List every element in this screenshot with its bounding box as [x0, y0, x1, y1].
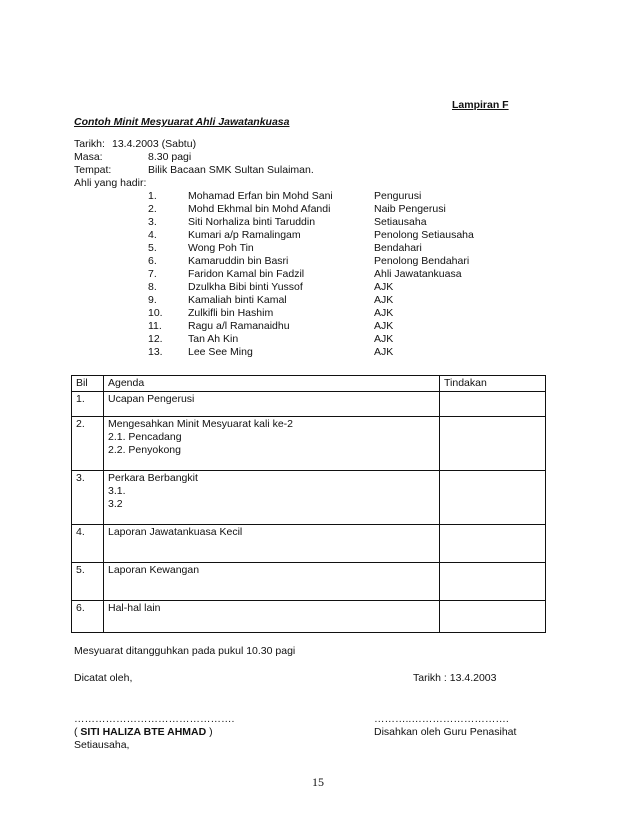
attendee-name: Mohamad Erfan bin Mohd Sani	[188, 190, 333, 202]
header-agenda: Agenda	[104, 376, 440, 392]
attendee-number: 10.	[148, 307, 163, 319]
attendee-role: Setiausaha	[374, 216, 427, 228]
agenda-text: Perkara Berbangkit	[108, 472, 198, 484]
attendee-row	[0, 190, 638, 203]
attendee-row	[0, 216, 638, 229]
attendee-number: 5.	[148, 242, 157, 254]
date-label: Tarikh:	[74, 138, 105, 150]
attendee-name: Tan Ah Kin	[188, 333, 239, 345]
attendee-name: Kamaliah binti Kamal	[188, 294, 287, 306]
row-tindakan	[440, 417, 546, 471]
row-agenda	[104, 392, 440, 417]
attendee-role: AJK	[374, 346, 394, 358]
attendee-number: 7.	[148, 268, 157, 280]
row-bil: 1.	[72, 392, 104, 417]
table-row	[72, 601, 546, 633]
attendee-row	[0, 346, 638, 359]
attendee-number: 3.	[148, 216, 157, 228]
row-bil: 2.	[72, 417, 104, 471]
attendee-role: Ahli Jawatankuasa	[374, 268, 462, 280]
attendee-row	[0, 281, 638, 294]
row-agenda	[104, 525, 440, 563]
row-tindakan	[440, 471, 546, 525]
signer-name: SITI HALIZA BTE AHMAD	[80, 726, 207, 738]
agenda-subitem: 2.2. Penyokong	[108, 444, 181, 456]
time-label: Masa:	[74, 151, 103, 163]
attendee-row	[0, 242, 638, 255]
signature-line-left: ……………………………………….	[74, 713, 235, 725]
attendee-number: 13.	[148, 346, 163, 358]
attendee-number: 11.	[148, 320, 162, 332]
attendee-role: Penolong Bendahari	[374, 255, 470, 267]
attendee-name: Zulkifli bin Hashim	[188, 307, 274, 319]
row-bil: 4.	[72, 525, 104, 563]
attendee-name: Lee See Ming	[188, 346, 253, 358]
table-row	[72, 563, 546, 601]
attendee-name: Kamaruddin bin Basri	[188, 255, 289, 267]
place-label: Tempat:	[74, 164, 112, 176]
attendee-number: 4.	[148, 229, 157, 241]
row-tindakan	[440, 525, 546, 563]
attendee-row	[0, 268, 638, 281]
signer-block	[74, 726, 213, 738]
attendee-row	[0, 307, 638, 320]
recorded-by: Dicatat oleh,	[74, 672, 133, 684]
attendee-name: Dzulkha Bibi binti Yussof	[188, 281, 303, 293]
time-value: 8.30 pagi	[148, 151, 192, 163]
document-title: Contoh Minit Mesyuarat Ahli Jawatankuasa	[74, 116, 290, 128]
attendee-number: 6.	[148, 255, 157, 267]
attendee-number: 12.	[148, 333, 163, 345]
attendee-role: AJK	[374, 294, 394, 306]
signature-line-right: ………..……………………….	[374, 713, 509, 725]
row-agenda	[104, 471, 440, 525]
agenda-table	[71, 375, 546, 633]
approved-by: Disahkan oleh Guru Penasihat	[374, 726, 517, 738]
attendee-row	[0, 320, 638, 333]
signer-open-paren: (	[74, 726, 81, 738]
table-row	[72, 417, 546, 471]
row-agenda	[104, 417, 440, 471]
row-agenda	[104, 563, 440, 601]
agenda-subitem: 3.2	[108, 498, 123, 510]
attendee-row	[0, 203, 638, 216]
row-agenda	[104, 601, 440, 633]
attendee-name: Faridon Kamal bin Fadzil	[188, 268, 305, 280]
attendee-role: AJK	[374, 333, 394, 345]
agenda-text: Hal-hal lain	[108, 602, 161, 614]
attendee-number: 2.	[148, 203, 157, 215]
attendee-role: AJK	[374, 320, 394, 332]
record-date: Tarikh : 13.4.2003	[413, 672, 497, 684]
row-tindakan	[440, 392, 546, 417]
attendee-name: Mohd Ekhmal bin Mohd Afandi	[188, 203, 331, 215]
row-tindakan	[440, 563, 546, 601]
attendee-row	[0, 333, 638, 346]
header-bil: Bil	[72, 376, 104, 392]
table-row	[72, 525, 546, 563]
adjourned-text: Mesyuarat ditangguhkan pada pukul 10.30 pagi	[74, 645, 296, 657]
agenda-text: Mengesahkan Minit Mesyuarat kali ke-2	[108, 418, 294, 430]
attendee-role: Pengurusi	[374, 190, 422, 202]
agenda-subitem: 2.1. Pencadang	[108, 431, 182, 443]
attendee-row	[0, 229, 638, 242]
attendee-name: Wong Poh Tin	[188, 242, 254, 254]
appendix-label: Lampiran F	[452, 99, 509, 111]
attendee-number: 1.	[148, 190, 157, 202]
signer-role: Setiausaha,	[74, 739, 130, 751]
table-row	[72, 392, 546, 417]
date-value: 13.4.2003 (Sabtu)	[112, 138, 197, 150]
attendee-name: Siti Norhaliza binti Taruddin	[188, 216, 316, 228]
attendee-role: Naib Pengerusi	[374, 203, 446, 215]
table-row	[72, 471, 546, 525]
agenda-text: Ucapan Pengerusi	[108, 393, 195, 405]
table-header-row	[72, 376, 546, 392]
attendee-row	[0, 294, 638, 307]
attendee-number: 9.	[148, 294, 157, 306]
attendee-role: AJK	[374, 307, 394, 319]
attendee-role: AJK	[374, 281, 394, 293]
attendees-label: Ahli yang hadir:	[74, 177, 147, 189]
attendee-name: Kumari a/p Ramalingam	[188, 229, 301, 241]
signer-close-paren: )	[206, 726, 213, 738]
row-bil: 3.	[72, 471, 104, 525]
page-number: 15	[312, 775, 324, 789]
attendee-row	[0, 255, 638, 268]
attendee-name: Ragu a/l Ramanaidhu	[188, 320, 290, 332]
attendee-role: Penolong Setiausaha	[374, 229, 474, 241]
header-tindakan: Tindakan	[440, 376, 546, 392]
agenda-subitem: 3.1.	[108, 485, 126, 497]
row-bil: 5.	[72, 563, 104, 601]
attendee-number: 8.	[148, 281, 157, 293]
attendee-role: Bendahari	[374, 242, 422, 254]
agenda-text: Laporan Kewangan	[108, 564, 200, 576]
row-bil: 6.	[72, 601, 104, 633]
row-tindakan	[440, 601, 546, 633]
agenda-text: Laporan Jawatankuasa Kecil	[108, 526, 243, 538]
place-value: Bilik Bacaan SMK Sultan Sulaiman.	[148, 164, 314, 176]
